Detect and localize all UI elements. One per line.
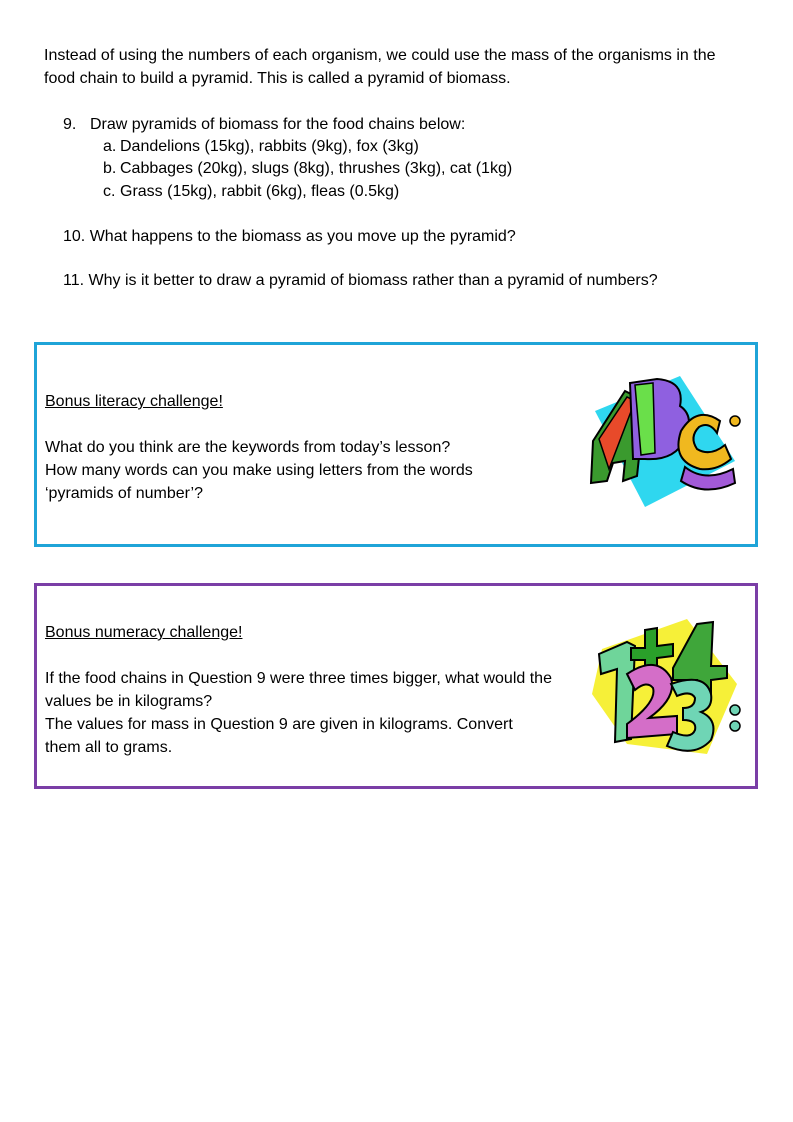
question-9a bbox=[103, 136, 419, 158]
question-number: 10. bbox=[63, 228, 86, 245]
question-text: What happens to the biomass as you move up the pyramid? bbox=[89, 228, 516, 245]
numeracy-line-2: The values for mass in Question 9 are given in kilograms. Convert them all to grams. bbox=[45, 716, 513, 756]
question-11 bbox=[63, 270, 658, 292]
question-10 bbox=[63, 226, 516, 248]
question-text: Why is it better to draw a pyramid of biomass rather than a pyramid of numbers? bbox=[88, 272, 658, 289]
letter-c-icon bbox=[678, 415, 735, 490]
item-text: Cabbages (20kg), slugs (8kg), thrushes (3kg), cat (1kg) bbox=[120, 160, 513, 177]
clipart-dot bbox=[730, 721, 740, 731]
numbers-clipart bbox=[587, 614, 747, 759]
clipart-dot bbox=[730, 416, 740, 426]
numeracy-heading: Bonus numeracy challenge! bbox=[45, 624, 243, 641]
literacy-heading: Bonus literacy challenge! bbox=[45, 393, 223, 410]
question-9 bbox=[63, 114, 465, 136]
item-text: Grass (15kg), rabbit (6kg), fleas (0.5kg) bbox=[120, 183, 400, 200]
numeracy-text bbox=[45, 621, 575, 759]
question-9b bbox=[103, 158, 512, 180]
literacy-text bbox=[45, 390, 575, 505]
literacy-line-2: How many words can you make using letters from the words ‘pyramids of number’? bbox=[45, 462, 473, 502]
literacy-challenge-box bbox=[34, 342, 758, 547]
literacy-line-1: What do you think are the keywords from today’s lesson? bbox=[45, 439, 451, 456]
numeracy-challenge-box bbox=[34, 583, 758, 789]
question-number: 9. bbox=[63, 116, 77, 133]
intro-paragraph: Instead of using the numbers of each organism, we could use the mass of the organisms in the food chain to build a pyramid. This is called a pyramid of biomass. bbox=[44, 47, 716, 87]
item-letter: a. bbox=[103, 138, 117, 155]
item-letter: b. bbox=[103, 160, 117, 177]
clipart-dot bbox=[730, 705, 740, 715]
abc-letters-clipart bbox=[585, 371, 745, 511]
numeracy-line-1: If the food chains in Question 9 were three times bigger, what would the values be in kilograms? bbox=[45, 670, 552, 710]
question-9c bbox=[103, 181, 399, 203]
question-text: Draw pyramids of biomass for the food chains below: bbox=[90, 116, 466, 133]
item-letter: c. bbox=[103, 183, 116, 200]
item-text: Dandelions (15kg), rabbits (9kg), fox (3kg) bbox=[120, 138, 419, 155]
question-number: 11. bbox=[63, 272, 85, 289]
